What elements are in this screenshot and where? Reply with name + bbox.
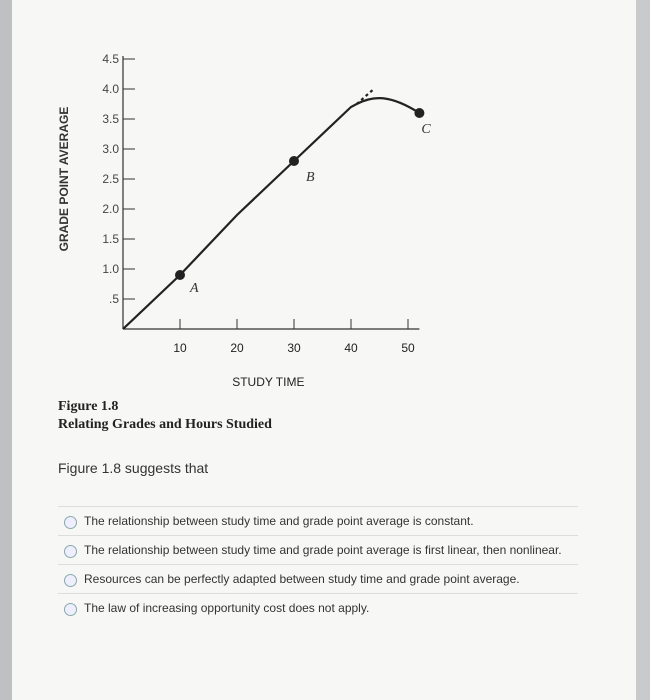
answer-options [58,506,578,622]
point-label-c: C [421,122,431,137]
x-tick-label: 30 [287,341,301,355]
y-tick-label: 4.5 [102,52,119,66]
radio-button[interactable] [64,516,77,529]
option-label: The law of increasing opportunity cost does not apply. [84,601,370,615]
answer-option-4[interactable] [58,593,578,622]
y-tick-label: 2.5 [102,172,119,186]
y-tick-label: 2.0 [102,202,119,216]
radio-button[interactable] [64,574,77,587]
x-tick-label: 10 [173,341,187,355]
figure-label: Figure 1.8 [58,399,119,414]
option-label: Resources can be perfectly adapted between study time and grade point average. [84,572,520,586]
option-label: The relationship between study time and grade point average is first linear, then nonlinear. [84,543,562,557]
x-tick-label: 20 [230,341,244,355]
figure-title: Relating Grades and Hours Studied [58,417,272,432]
option-label: The relationship between study time and grade point average is constant. [84,514,474,528]
y-tick-label: .5 [108,292,119,306]
y-tick-label: 1.0 [102,262,119,276]
radio-button[interactable] [64,603,77,616]
answer-option-1[interactable] [58,506,578,535]
answer-option-2[interactable] [58,535,578,564]
point-label-a: A [190,281,199,296]
data-point-b [289,156,299,166]
y-tick-label: 1.5 [102,232,119,246]
data-point-a [175,270,185,280]
nonlinear-curve-line [357,98,420,113]
x-tick-label: 40 [344,341,358,355]
y-axis-label: GRADE POINT AVERAGE [57,106,71,252]
y-tick-label: 3.5 [102,112,119,126]
radio-button[interactable] [64,545,77,558]
linear-segment-line [123,104,357,329]
question-text: Figure 1.8 suggests that [58,460,209,476]
y-tick-label: 4.0 [102,82,119,96]
figure-caption [58,398,272,434]
x-axis-label: STUDY TIME [232,375,305,389]
data-point-c [414,108,424,118]
y-tick-label: 3.0 [102,142,119,156]
x-tick-label: 50 [401,341,415,355]
point-label-b: B [306,170,315,185]
answer-option-3[interactable] [58,564,578,593]
